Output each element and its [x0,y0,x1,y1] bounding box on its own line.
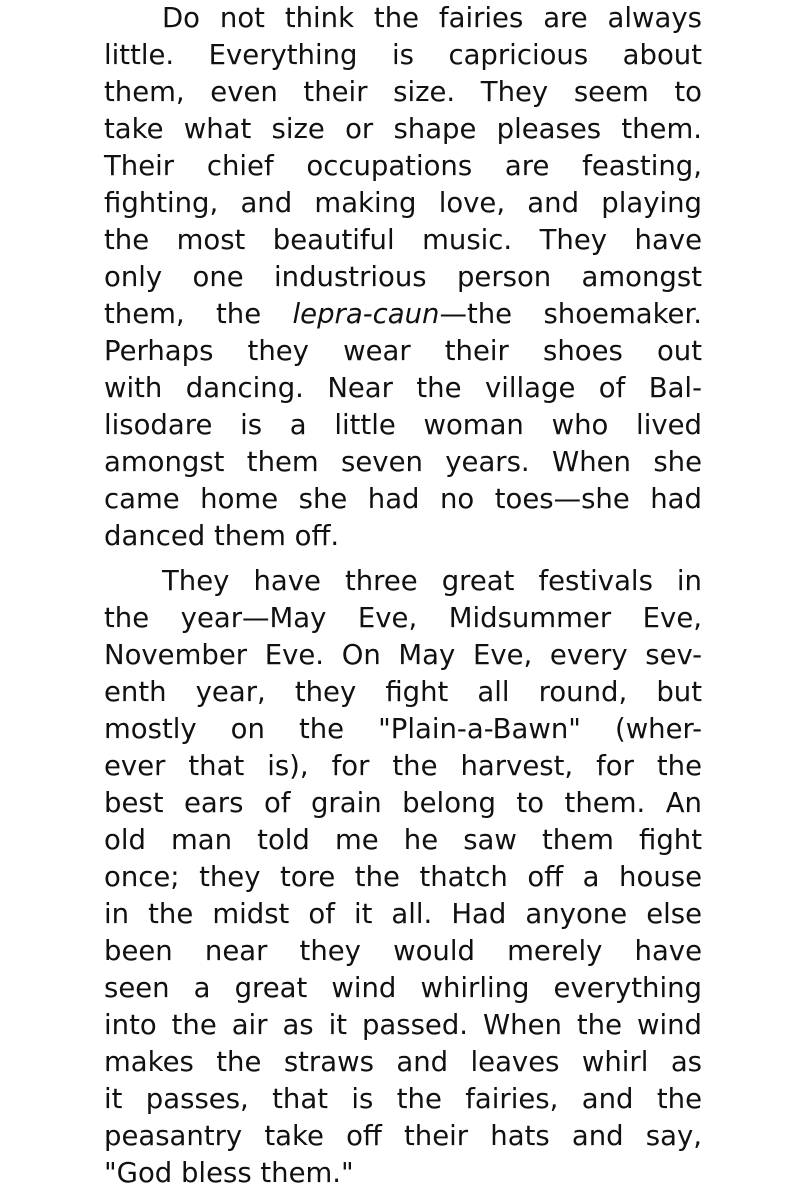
text-line: enth year, they fight all round, but [104,676,702,708]
text-line: best ears of grain belong to them. An [104,787,702,819]
text-line: them, even their size. They seem to [104,76,702,108]
text-line: little. Everything is capricious about [104,39,702,71]
text-line: been near they would merely have [104,935,702,967]
text-line: mostly on the "Plain-a-Bawn" (wher- [104,713,702,745]
text-line: only one industrious person amongst [104,261,702,293]
text-line: with dancing. Near the village of Bal- [104,372,702,404]
text-line: the year—May Eve, Midsummer Eve, [104,602,702,634]
text-line: lisodare is a little woman who lived [104,409,702,441]
text-segment: them, the [104,298,293,330]
text-line: peasantry take off their hats and say, [104,1120,702,1152]
text-line: Perhaps they wear their shoes out [104,335,702,367]
text-line: in the midst of it all. Had anyone else [104,898,702,930]
text-line: November Eve. On May Eve, every sev- [104,639,702,671]
text-line: came home she had no toes—she had [104,483,702,515]
text-line: makes the straws and leaves whirl as [104,1046,702,1078]
text-line: seen a great wind whirling everything [104,972,702,1004]
text-line: once; they tore the thatch off a house [104,861,702,893]
text-line [104,296,702,333]
text-line: Their chief occupations are feasting, [104,150,702,182]
text-line: into the air as it passed. When the wind [104,1009,702,1041]
italic-term: lepra-caun [292,298,440,330]
text-line: "God bless them." [104,1157,354,1189]
text-line: fighting, and making love, and playing [104,187,702,219]
text-line: it passes, that is the fairies, and the [104,1083,702,1115]
text-segment: —the shoemaker. [439,298,702,330]
text-line: take what size or shape pleases them. [104,113,702,145]
text-line: danced them off. [104,520,340,552]
text-line: Do not think the fairies are always [162,2,702,34]
text-line: ever that is), for the harvest, for the [104,750,702,782]
text-line: old man told me he saw them fight [104,824,702,856]
text-line: amongst them seven years. When she [104,446,702,478]
text-line: the most beautiful music. They have [104,224,702,256]
text-line: They have three great festivals in [162,565,702,597]
